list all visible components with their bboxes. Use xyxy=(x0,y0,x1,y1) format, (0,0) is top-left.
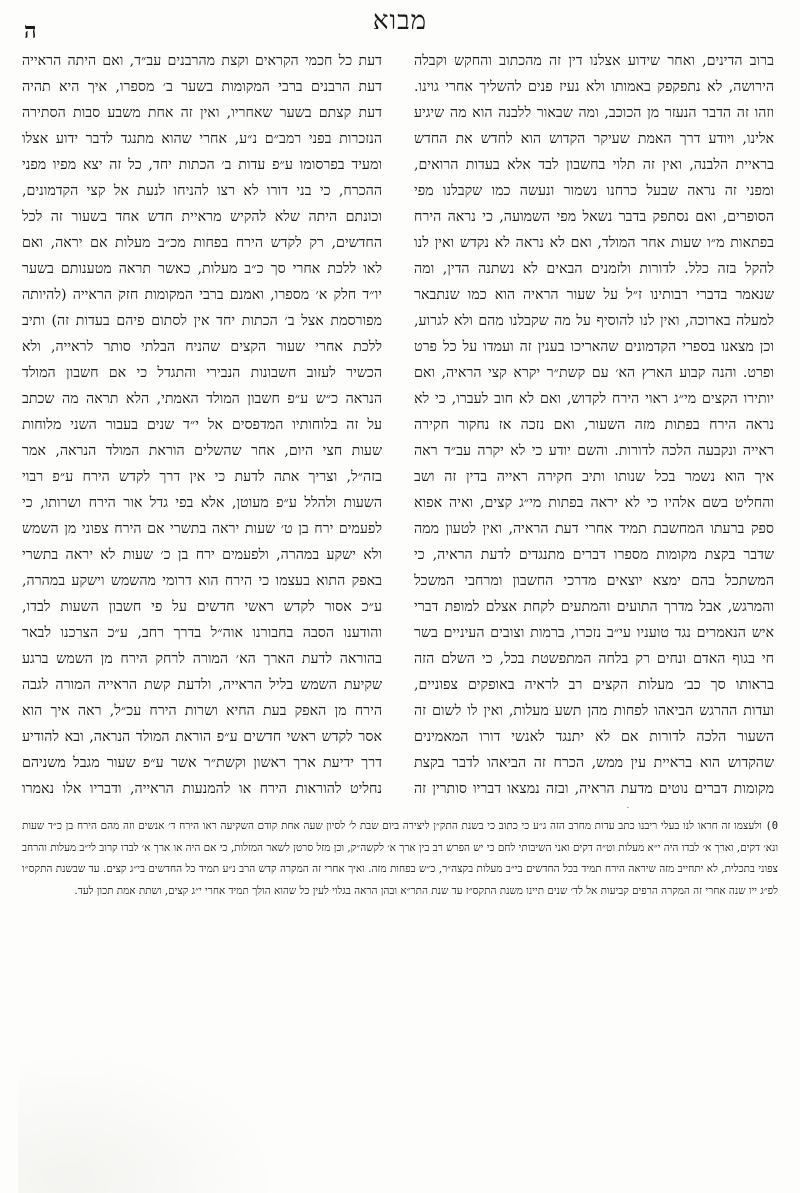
page-number: ה xyxy=(24,18,37,44)
footnote-marker: 0) xyxy=(765,820,778,832)
left-column-text: דעת כל חכמי הקראים וקצת מהרבנים עב״ד, ואם היתה הראייה דעת הרבנים ברבי המקומות בשער ב׳ מספרו, איך היא תהיה דעת קצתם בשער שאחריו, ואין זה אחת משבע סבות הסתירה הנזכרות בפני רמב״ם נ״ע, אחרי שהוא מתנגד לדבר ידוע אצלו ומעיד בפרסומו ע״פ עדות ב׳ הכתות יחד, כל זה יצא מפיו מפני ההכרח, כי בני דורו לא רצו להניחו לנעת אל קצי הקדמונים, וכונתם היתה שלא להקיש מראיית חדש אחד בשעור זה לכל החדשים, רק לקדש הירח בפחות מכ״ב מעלות אם יראה, ואם לאו ללכת אחרי סך כ״ב מעלות, כאשר תראה מטענותם בשער יו״ד חלק א׳ מספרו, ואמנם ברבי המקומות חזק הראייה (להיותה מפורסמת אצל ב׳ הכתות יחד אין לסתום פיהם בעדות זה) ותיב ללכת אחרי שעור הקצים שהניח הבלתי סותר לראייה, ולא הכשיר לעזוב חשבונות הנבירי והתגדל כי אם חשבון המולד הנראה כ״ש ע״פ חשבון המולד האמתי, הלא תראה מה שכתב על זה בלוחותיו המדפסים אל י״ד שנים בעבור השני מלוחות שעות חצי היום, אחר שהשלים הוראת המולד הנראה, אמר בזה״ל, וצריך אתה לדעת כי אין דרך לקדש הירח ע״פ רבוי השעות ולהלל ע״פ מעוטן, אלא בפי גדל אור הירח ושרותו, כי לפעמים ירח בן ט׳ שעות יראה בתשרי אם הירח צפוני מן השמש ולא ישקע במהרה, ולפעמים ירח בן כ׳ שעות לא יראה בתשרי באפק התוא בעצמו כי הירח הוא דרומי מהשמש וישקע במהרה, ע״כ אסור לקדש ראשי חדשים על פי חשבון השעות לבדו, והודענו הסבה בחבורנו אוה״ל בדרך רחב, ע״כ הצרכנו לבאר בהוראה לדעת הארך הא׳ המורה לרחק הירח מן השמש ברגע שקיעת השמש בליל הראייה, ולדעת קשת הראייה המורה לגבה הירח מן האפק בעת החיא ושרות הירח עכ״ל, ראה איך הוא אסר לקדש ראשי חדשים ע״פ הוראת המולד הנראה, ובא להודיע דרך ידיעת ארך ראשון וקשת״ר אשר ע״פ שעור מגבל משניהם נחליט להוראות הירח או להמנעות הראייה, ודבריו אלו נאמרו xyxy=(22,53,382,797)
running-head-title: מבוא xyxy=(372,6,428,36)
right-column-text: ברוב הדינים, ואחר שידוע אצלנו דין זה מהכתוב והחקש וקבלה הירושה, לא נתפקפק באמותו ולא נעיז פנים להשליך אחרי גוינו. וזהו זה הדבר הנעזר מן הכוכב, ומה שבאור ללבנה הוא מה שיגיע אלינו, ויודע דרך האמת שעיקר הקדוש הוא לחדש את החדש בראיית הלבנה, ואין זה תלוי בחשבון לבד אלא בעדות הרואים, ומפני זה נראה שבעל כרחנו נשמור ונעשה כמו שקבלנו מפי הסופרים, ואם נסתפק בדבר נשאל מפי השמועה, כי נראה הירח בפתאות מ״ו שעות אחר המולד, ואם לא נראה לא נקדש ואין לנו להקל בזה כלל. לדורות ולזמנים הבאים לא נשתנה הדין, ומה שנאמר בדברי רבותינו ז״ל על שעור הראיה הוא כמו שנתבאר למעלה בארוכה, ואין לנו להוסיף על מה שקבלנו מהם ולא לגרוע, וכן מצאנו בספרי הקדמונים שהאריכו בענין זה ועמדו על כל פרט ופרט. והנה קבוע הארץ הא׳ עם קשת״ר יקרא קצי הראיה, ואם יותירו הקצים מי״ג ראוי הירח לקדוש, ואם לא חוב לעברו, כי לא נראה הירח בפתות מזה השעור, ואם נזכה אז נחקור חקירה ראייה ונקבעה הלכה לדורות. והשם יודע כי לא יקרה עב״ד ראה איך הוא נשמר בכל שנותו ותיב חקירה ראייה בדין זה ושב והחליט בשם אלהיו כי לא יראה בפתות מי״ג קצים, ואיה אפוא ספק ברעתו המחשבת תמיד אחרי דעת הראיה, ואין לטעון ממה שדבר בקצת מקומות מספרו דברים מתנגדים לדעת הראיה, כי המשתכל בהם ימצא יוצאים מדרכי החשבון ומרחבי המשכל והמרגש, אבל מדרך התועים והמתעים לקחת אצלם למופת דברי איש הנאמרים נגד טועניו עי״ב נזכרו, ברמות וצובים העיניים בשר חי בגוף האדם ונחים רק בלחה המתפשטת בכל, כי השלם הזה בראותו סך כב׳ מעלות הקצים רב לראיה באופקים צפוניים, ועדות ההרגש הביאהו לפחות מהן תשע מעלות, ואין לו לשום זה השעור הלכה לדורות אם לא יתנגד לאנשי דורו המאמינים שהקדוש הוא בראיית עין ממש, הכרח זה הביאהו לדבר בקצת מקומות דברים נוטים מדעת הראיה, ובזה נמצאו דבריו סותרין זה xyxy=(414,53,774,797)
two-column-body xyxy=(22,48,774,808)
footnote-text: ולעצמו זה חראו לנו בעלי ריבנו כתב עדות מחרב הזה ג״ע כי כתוב כי בשנת התק״ן ליצירה ביום שבת ל׳ לסיון שעה אחת קודם השקיעה ראו הירח ד׳ אנשים וזה מהם הירח בן כ״ד שעות ונא׳ דקים, וארך א׳ לבדו היה י״א מעלות וט״ה דקים ואני השיבותי לחם כי יש הפרש רב בין ארך א׳ לקשה״ק, וכן מזל סרטן לשאר המזלות, כי אם היה או ארך א׳ לבדו קרוב לי״ב מעלות והרחב צפוני בתכלית, לא יתחייב מזה שיראה הירח תמיד בכל החדשים בי״ב מעלות בקצה״ר, כ״ש בפחות מזה. ואיך אחרי זה המקרה קדש הרב נ״ע תמיד כל החדשים בי״ג קצים. עד שבשנת התקס״ו לפ״ג ייו שנה אחרי זה המקרה הרפים קביעות אל לד׳ שנים תיינו משנת התקס״ז עד שנת התר״א ובהן הראה בגלוי לעין כל שהוא הולך תמיד אחרי י״ג קצים, ושתת אמת תכון לעד. xyxy=(22,820,778,897)
footnote-block xyxy=(22,816,778,1026)
paper-stain xyxy=(18,1053,278,1193)
